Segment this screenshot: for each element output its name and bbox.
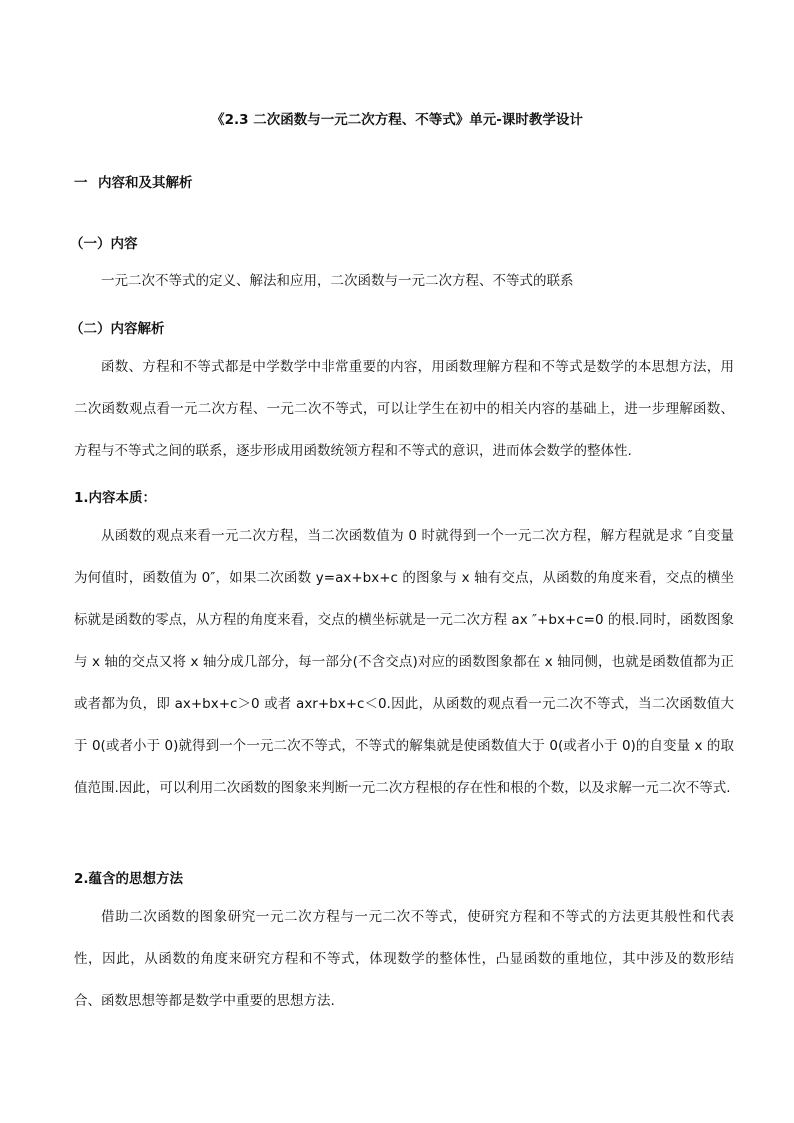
- essence-paragraph: 从函数的观点来看一元二次方程，当二次函数值为 0 时就得到一个一元二次方程，解方程就是求 ″自变量为何值时，函数值为 0″，如果二次函数 y=ax+bx+c 的图象与 x 轴有交点，从函数的角度来看，交点的横坐标就是函数的零点，从方程的角度来看，交点的横坐标就是一元二次方程 ax ″+bx+c=0 的根.同时，函数图象与 x 轴的交点又将 x 轴分成几部分，每一部分(不含交点)对应的函数图象都在 x 轴同侧，也就是函数值都为正或者都为负，即 ax+bx+c＞0 或者 axr+bx+c＜0.因此，从函数的观点看一元二次不等式，当二次函数值大于 0(或者小于 0)就得到一个一元二次不等式，不等式的解集就是使函数值大于 0(或者小于 0)的自变量 x 的取值范围.因此，可以利用二次函数的图象来判断一元二次方程根的存在性和根的个数，以及求解一元二次不等式.: [74, 528, 734, 796]
- section-heading: [74, 171, 193, 191]
- methods-paragraph: 借助二次函数的图象研究一元二次方程与一元二次不等式，使研究方程和不等式的方法更其般性和代表性，因此，从函数的角度来研究方程和不等式，体现数学的整体性，凸显函数的重地位，其中涉及的数形结合、函数思想等都是数学中重要的思想方法.: [74, 909, 734, 1009]
- section-number: 一: [74, 175, 88, 191]
- point-heading-methods: 2.蕴含的思想方法: [74, 871, 184, 887]
- point-heading-essence: 1.内容本质：: [74, 490, 157, 506]
- subsection-heading-analysis: （二）内容解析: [70, 321, 165, 337]
- subsection-heading-content: （一）内容: [70, 236, 138, 252]
- analysis-paragraph: 函数、方程和不等式都是中学数学中非常重要的内容，用函数理解方程和不等式是数学的本思想方法，用二次函数观点看一元二次方程、一元二次不等式，可以让学生在初中的相关内容的基础上，进一步理解函数、方程与不等式之间的联系，逐步形成用函数统领方程和不等式的意识，进而体会数学的整体性.: [74, 359, 734, 459]
- document-title: 《2.3 二次函数与一元二次方程、不等式》单元-课时教学设计: [211, 112, 583, 128]
- section-title: 内容和及其解析: [98, 175, 193, 191]
- content-paragraph: 一元二次不等式的定义、解法和应用，二次函数与一元二次方程、不等式的联系: [101, 273, 574, 289]
